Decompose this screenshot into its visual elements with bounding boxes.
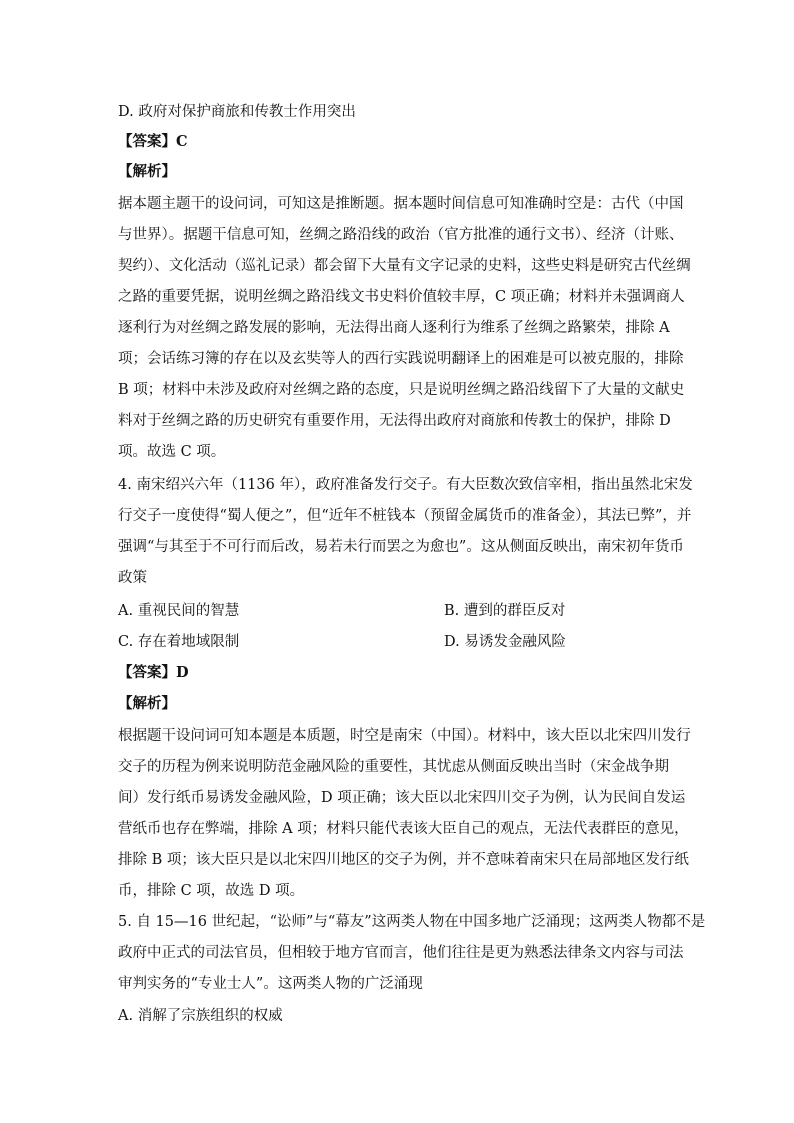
q5-stem-line: 5. 自 15—16 世纪起，“讼师”与“幕友”这两类人物在中国多地广泛涌现；这两类人物都不是 (118, 914, 706, 930)
q3-analysis-line: 项。故选 C 项。 (118, 444, 226, 460)
q4-answer: 【答案】D (118, 664, 189, 681)
q4-stem-line: 政策 (118, 570, 147, 586)
q5-option-a: A. 消解了宗族组织的权威 (118, 1008, 283, 1024)
q4-analysis-line: 间）发行纸币易诱发金融风险，D 项正确；该大臣以北宋四川交子为例，认为民间自发运 (118, 790, 686, 806)
q3-answer: 【答案】C (118, 133, 188, 150)
q3-option-d: D. 政府对保护商旅和传教士作用突出 (118, 104, 356, 120)
q3-analysis-line: 逐利行为对丝绸之路发展的影响，无法得出商人逐利行为维系了丝绸之路繁荣，排除 A (118, 320, 670, 336)
q4-analysis-line: 根据题干设问词可知本题是本质题，时空是南宋（中国）。材料中，该大臣以北宋四川发行 (118, 728, 691, 744)
q4-option-b: B. 遭到的群臣反对 (444, 603, 566, 619)
q3-analysis-line: 项；会话练习簿的存在以及玄奘等人的西行实践说明翻译上的困难是可以被克服的，排除 (118, 351, 684, 367)
q4-option-c: C. 存在着地域限制 (118, 634, 240, 650)
q3-analysis-label: 【解析】 (118, 163, 176, 180)
q4-analysis-line: 排除 B 项；该大臣只是以北宋四川地区的交子为例，并不意味着南宋只在局部地区发行纸 (118, 852, 689, 868)
q4-stem-line: 行交子一度使得“蜀人便之”，但“近年不桩钱本（预留金属货币的准备金），其法已弊”，并 (118, 508, 692, 524)
q4-option-d: D. 易诱发金融风险 (444, 634, 566, 650)
q4-analysis-label: 【解析】 (118, 695, 176, 712)
q4-option-a: A. 重视民间的智慧 (118, 603, 240, 619)
q4-stem-line: 4. 南宋绍兴六年（1136 年），政府准备发行交子。有大臣数次致信宰相，指出虽然北宋发 (118, 477, 693, 493)
q4-analysis-line: 交子的历程为例来说明防范金融风险的重要性，其忧虑从侧面反映出当时（宋金战争期 (118, 759, 669, 775)
q3-analysis-line: 之路的重要凭据，说明丝绸之路沿线文书史料价值较丰厚，C 项正确；材料并未强调商人 (118, 289, 685, 305)
q4-stem-line: 强调“与其至于不可行而后改，易若未行而罢之为愈也”。这从侧面反映出，南宋初年货币 (118, 539, 684, 555)
q3-analysis-line: 契约）、文化活动（巡礼记录）都会留下大量有文字记录的史料，这些史料是研究古代丝绸 (118, 258, 691, 274)
q3-analysis-line: 与世界）。据题干信息可知，丝绸之路沿线的政治（官方批准的通行文书）、经济（计账、 (118, 227, 684, 243)
q3-analysis-line: 据本题主题干的设问词，可知这是推断题。据本题时间信息可知准确时空是：古代（中国 (118, 196, 684, 212)
q5-stem-line: 政府中正式的司法官员，但相较于地方官而言，他们往往是更为熟悉法律条文内容与司法 (118, 945, 684, 961)
q4-analysis-line: 营纸币也存在弊端，排除 A 项；材料只能代表该大臣自己的观点，无法代表群臣的意见， (118, 821, 689, 837)
q5-stem-line: 审判实务的“专业士人”。这两类人物的广泛涌现 (118, 976, 423, 992)
q3-analysis-line: 料对于丝绸之路的历史研究有重要作用，无法得出政府对商旅和传教士的保护，排除 D (118, 413, 671, 429)
q3-analysis-line: B 项；材料中未涉及政府对丝绸之路的态度，只是说明丝绸之路沿线留下了大量的文献史 (118, 382, 685, 398)
q4-analysis-line: 币，排除 C 项，故选 D 项。 (118, 883, 305, 899)
